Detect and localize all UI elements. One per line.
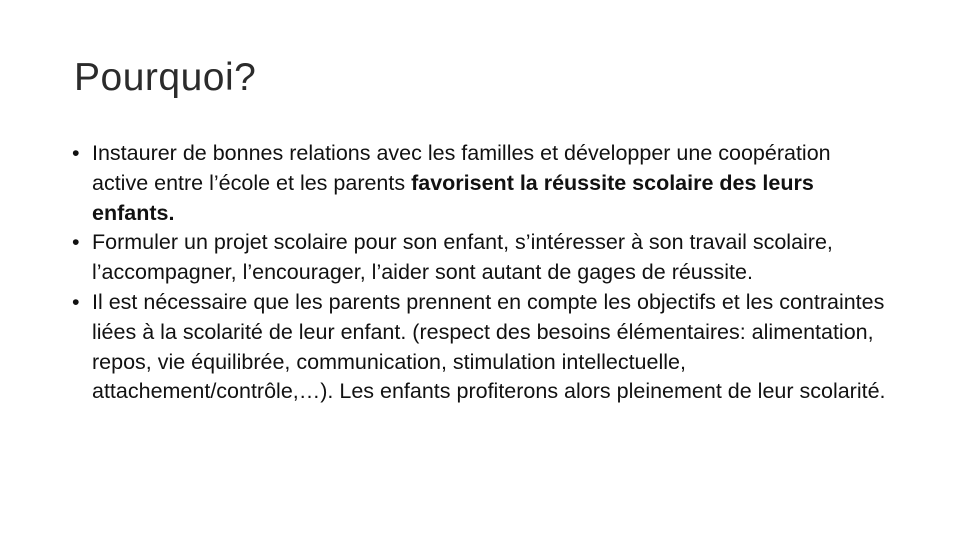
bullet-list [70, 139, 890, 407]
bullet-text-emphasis: favorisent la réussite scolaire des leurs enfants. [92, 170, 814, 225]
bullet-marker: • [72, 289, 80, 314]
bullet-text: Formuler un projet scolaire pour son enfant, s’intéresser à son travail scolaire, l’accompagner, l’encourager, l’aider sont autant de gages de réussite. [92, 230, 833, 285]
bullet-item [70, 228, 890, 288]
bullet-text: Il est nécessaire que les parents prennent en compte les objectifs et les contraintes liées à la scolarité de leur enfant. (respect des besoins élémentaires: alimentation, repos, vie équilibrée, communication, stimulation intellectuelle, attachement/contrôle,…). Les enfants profiterons alors pleinement de leur scolarité. [92, 289, 886, 404]
bullet-text: Instaurer de bonnes relations avec les familles et développer une coopération active entre l’école et les parents [92, 141, 831, 195]
bullet-marker: • [72, 230, 80, 255]
slide-title: Pourquoi? [74, 56, 257, 99]
bullet-item [70, 288, 890, 407]
bullet-item [70, 139, 890, 228]
bullet-marker: • [72, 141, 80, 165]
